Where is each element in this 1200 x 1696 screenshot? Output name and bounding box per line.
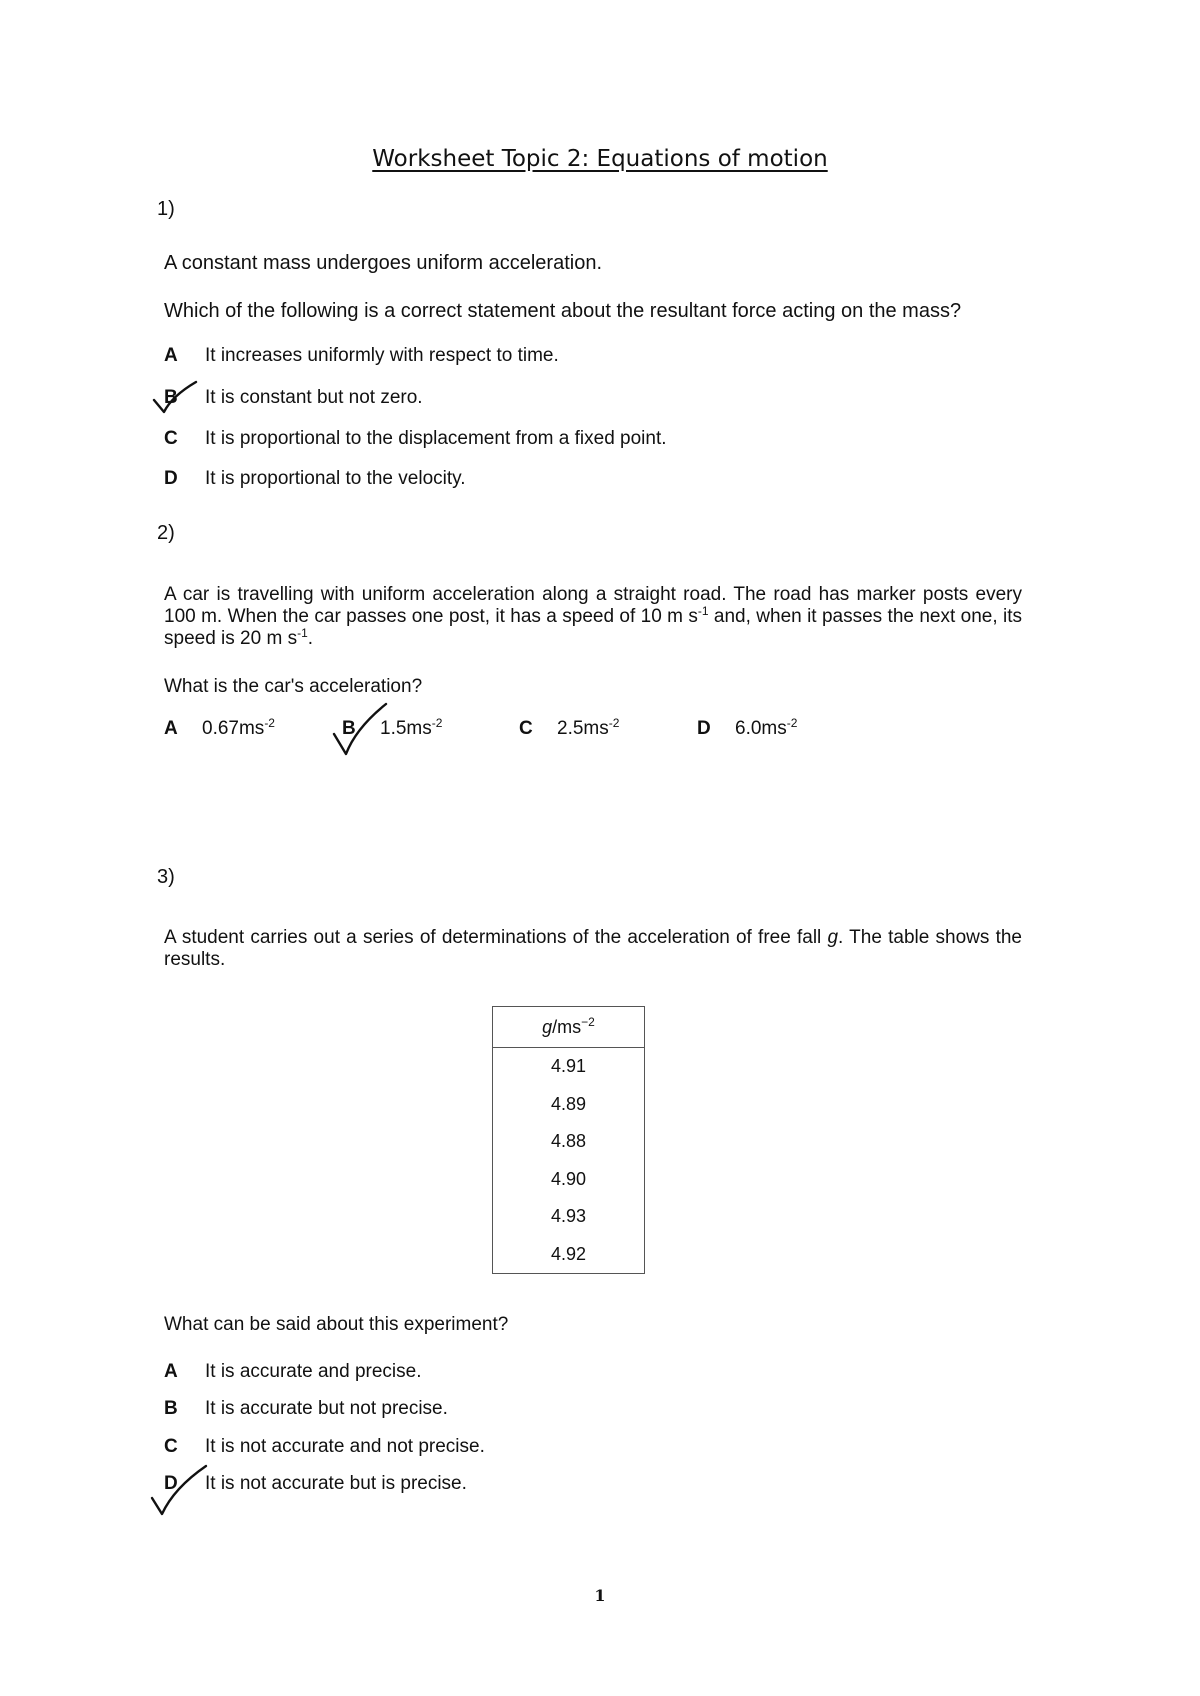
q3-option-c-text: It is not accurate and not precise. — [205, 1436, 485, 1457]
table-cell: 4.88 — [493, 1123, 645, 1161]
question-2-number: 2) — [157, 522, 175, 544]
q3-answer-tick-mark — [148, 1462, 210, 1522]
table-row — [493, 1123, 645, 1161]
question-3-prompt: What can be said about this experiment? — [164, 1314, 509, 1335]
question-1-prompt: Which of the following is a correct statement about the resultant force acting on the mass? — [164, 300, 962, 322]
q3-option-d-letter: D — [164, 1473, 178, 1494]
question-1-number: 1) — [157, 198, 175, 220]
table-row — [493, 1198, 645, 1236]
results-table — [492, 1006, 645, 1274]
q2-option-b-letter: B — [342, 718, 356, 739]
q2-option-a-letter: A — [164, 718, 178, 739]
q2-option-d-letter: D — [697, 718, 711, 739]
q1-option-d-text: It is proportional to the velocity. — [205, 468, 466, 489]
q3-option-b-letter: B — [164, 1398, 178, 1419]
table-row — [493, 1236, 645, 1274]
q3-option-b-text: It is accurate but not precise. — [205, 1398, 448, 1419]
worksheet-title: Worksheet Topic 2: Equations of motion — [372, 146, 828, 172]
results-table-header: $g/ms^{-2}$ — [493, 1007, 645, 1048]
question-2-stem: A car is travelling with uniform acceleration along a straight road. The road has marker posts every 100 m. When the car passes one post, it has a speed of 10 m $s^{-1}$ and, when it passes the next one, its speed is 20 m $s^{-1}$. — [164, 584, 1023, 649]
q1-answer-tick-mark — [150, 378, 200, 418]
q2-option-d-value: $6.0ms^{-2}$ — [735, 716, 798, 739]
table-row — [493, 1161, 645, 1199]
table-row — [493, 1086, 645, 1124]
q1-option-a-text: It increases uniformly with respect to time. — [205, 345, 559, 366]
q1-option-b-text: It is constant but not zero. — [205, 387, 423, 408]
table-cell: 4.91 — [493, 1048, 645, 1086]
q2-answer-tick-mark — [330, 700, 390, 760]
question-1-stem: A constant mass undergoes uniform acceleration. — [164, 252, 603, 274]
question-3-number: 3) — [157, 866, 175, 888]
q1-option-d-letter: D — [164, 468, 178, 489]
question-3-stem: A student carries out a series of determinations of the acceleration of free fall g. The table shows the results. — [164, 927, 1022, 970]
table-row — [493, 1048, 645, 1086]
q2-option-b-value: $1.5ms^{-2}$ — [380, 716, 443, 739]
q1-option-b-letter: B — [164, 387, 178, 408]
q3-option-a-letter: A — [164, 1361, 178, 1382]
page-number: 1 — [594, 1586, 606, 1605]
results-table-header-row — [493, 1007, 645, 1048]
table-cell: 4.90 — [493, 1161, 645, 1199]
table-cell: 4.93 — [493, 1198, 645, 1236]
q1-option-c-text: It is proportional to the displacement from a fixed point. — [205, 428, 667, 449]
q3-option-d-text: It is not accurate but is precise. — [205, 1473, 467, 1494]
table-cell: 4.92 — [493, 1236, 645, 1274]
table-cell: 4.89 — [493, 1086, 645, 1124]
q1-option-a-letter: A — [164, 345, 178, 366]
q2-option-a-value: $0.67ms^{-2}$ — [202, 716, 275, 739]
q2-option-c-value: $2.5ms^{-2}$ — [557, 716, 620, 739]
q3-option-c-letter: C — [164, 1436, 178, 1457]
q3-option-a-text: It is accurate and precise. — [205, 1361, 422, 1382]
q1-option-c-letter: C — [164, 428, 178, 449]
q2-option-c-letter: C — [519, 718, 533, 739]
question-2-prompt: What is the car's acceleration? — [164, 676, 423, 697]
